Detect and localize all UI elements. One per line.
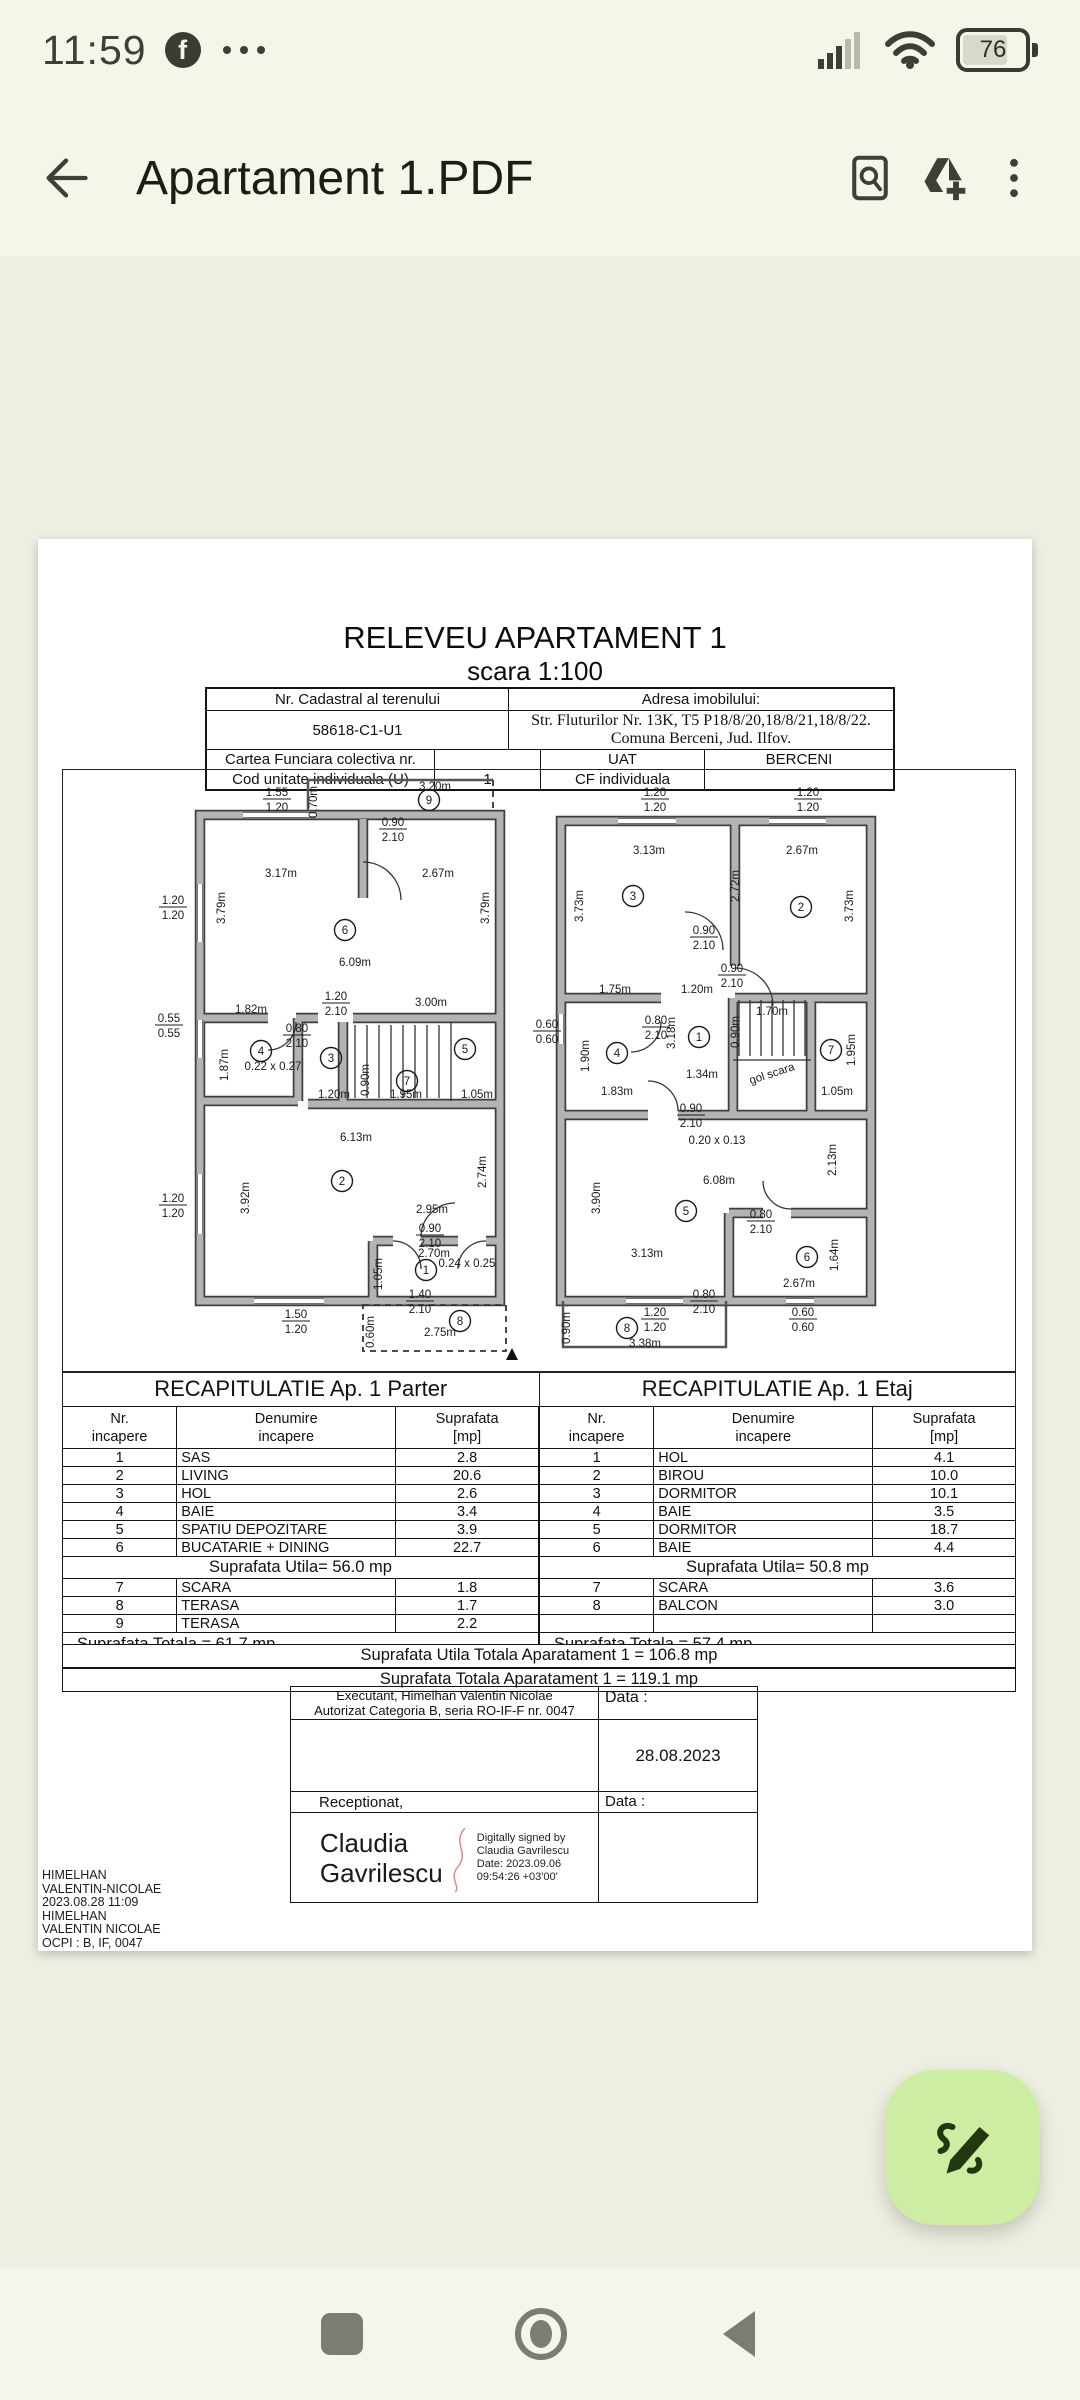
executant-signature-area bbox=[291, 1720, 599, 1791]
table-row: 4 BAIE 3.5 bbox=[540, 1503, 1016, 1521]
svg-text:2.10: 2.10 bbox=[720, 978, 744, 990]
svg-text:3.73m: 3.73m bbox=[844, 890, 856, 922]
cf-colectiva-label: Cartea Funciara colectiva nr. bbox=[225, 751, 416, 768]
svg-text:5: 5 bbox=[461, 1044, 469, 1056]
recents-button[interactable] bbox=[321, 2313, 363, 2355]
svg-text:3.17m: 3.17m bbox=[265, 868, 297, 880]
column-header: Nr. incapere bbox=[540, 1407, 654, 1449]
svg-text:6.08m: 6.08m bbox=[703, 1175, 735, 1187]
back-nav-button[interactable] bbox=[719, 2309, 759, 2359]
table-row: 3 DORMITOR 10.1 bbox=[540, 1485, 1016, 1503]
column-header: Denumire incapere bbox=[177, 1407, 396, 1449]
svg-text:5: 5 bbox=[682, 1206, 690, 1218]
svg-text:0.55: 0.55 bbox=[157, 1028, 181, 1040]
status-bar bbox=[0, 0, 1080, 100]
address-label: Adresa imobilului: bbox=[508, 689, 893, 710]
overflow-menu-button[interactable] bbox=[978, 142, 1050, 214]
parter-walls bbox=[200, 815, 500, 1301]
svg-text:1.20: 1.20 bbox=[161, 910, 185, 922]
svg-text:0.70m: 0.70m bbox=[308, 786, 320, 818]
uat-label: UAT bbox=[540, 750, 704, 769]
signature-pen-icon bbox=[927, 2112, 999, 2184]
svg-text:1.87m: 1.87m bbox=[219, 1049, 231, 1081]
pdf-page bbox=[38, 539, 1032, 1951]
app-bar bbox=[0, 100, 1080, 256]
svg-text:0.60: 0.60 bbox=[791, 1307, 815, 1319]
find-in-page-button[interactable] bbox=[834, 142, 906, 214]
plan-scale: scara 1:100 bbox=[467, 656, 603, 686]
svg-text:6.13m: 6.13m bbox=[340, 1132, 372, 1144]
svg-text:2.10: 2.10 bbox=[679, 1118, 703, 1130]
svg-text:2.10: 2.10 bbox=[418, 1238, 442, 1250]
home-button[interactable] bbox=[513, 2306, 569, 2362]
svg-text:1.20m: 1.20m bbox=[318, 1089, 350, 1101]
svg-text:0.60: 0.60 bbox=[791, 1322, 815, 1334]
svg-text:3.00m: 3.00m bbox=[415, 997, 447, 1009]
svg-text:1: 1 bbox=[695, 1032, 703, 1044]
svg-text:2.72m: 2.72m bbox=[730, 870, 742, 902]
svg-text:9: 9 bbox=[425, 795, 433, 807]
signal-icon bbox=[818, 31, 864, 69]
battery-percent: 76 bbox=[979, 36, 1007, 63]
recap-tables bbox=[62, 1406, 1016, 1656]
svg-text:1.64m: 1.64m bbox=[829, 1239, 841, 1271]
column-header: Suprafata [mp] bbox=[873, 1407, 1016, 1449]
total-utila-row: Suprafata Utila Totala Aparatament 1 = 106.8 mp bbox=[62, 1644, 1016, 1668]
table-row: 6 BAIE 4.4 bbox=[540, 1539, 1016, 1557]
recap-header-row bbox=[63, 1407, 539, 1449]
svg-text:1.20: 1.20 bbox=[643, 787, 667, 799]
margin-stamp-text: HIMELHAN VALENTIN-NICOLAE 2023.08.28 11:09 HIMELHAN VALENTIN NICOLAE OCPI : B, IF, 0047 bbox=[42, 1868, 162, 1950]
svg-text:3: 3 bbox=[629, 891, 637, 903]
table-row: 2 LIVING 20.6 bbox=[63, 1467, 539, 1485]
svg-text:4: 4 bbox=[257, 1046, 265, 1058]
recap-title-etaj: RECAPITULATIE Ap. 1 Etaj bbox=[539, 1373, 1016, 1406]
svg-text:2.95m: 2.95m bbox=[416, 1204, 448, 1216]
data-label-1: Data : bbox=[605, 1689, 648, 1706]
plan-title: RELEVEU APARTAMENT 1 bbox=[343, 620, 727, 655]
svg-text:7: 7 bbox=[403, 1076, 411, 1088]
cod-unitate-value: 1 bbox=[434, 770, 540, 789]
table-row: 1 SAS 2.8 bbox=[63, 1449, 539, 1467]
svg-text:1.75m: 1.75m bbox=[599, 984, 631, 996]
svg-text:2.10: 2.10 bbox=[692, 940, 716, 952]
date-1-cell: 28.08.2023 bbox=[635, 1745, 721, 1765]
svg-text:3.13m: 3.13m bbox=[631, 1248, 663, 1260]
svg-text:3.90m: 3.90m bbox=[591, 1182, 603, 1214]
digital-signature-cell bbox=[291, 1813, 599, 1902]
svg-text:0.90: 0.90 bbox=[720, 963, 744, 975]
cadastral-value: 58618-C1-U1 bbox=[312, 721, 403, 739]
svg-text:0.80: 0.80 bbox=[285, 1023, 309, 1035]
column-header: Suprafata [mp] bbox=[396, 1407, 539, 1449]
svg-text:8: 8 bbox=[456, 1316, 464, 1328]
clock: 11:59 bbox=[42, 26, 147, 73]
svg-text:1.20: 1.20 bbox=[284, 1324, 308, 1336]
svg-text:0.90m: 0.90m bbox=[730, 1016, 742, 1048]
svg-text:1.40: 1.40 bbox=[408, 1289, 432, 1301]
signature-block bbox=[290, 1686, 758, 1903]
svg-text:1.20: 1.20 bbox=[161, 1208, 185, 1220]
svg-text:3.79m: 3.79m bbox=[480, 892, 492, 924]
svg-text:0.55: 0.55 bbox=[157, 1013, 181, 1025]
svg-text:1.50: 1.50 bbox=[284, 1309, 308, 1321]
svg-text:1.20m: 1.20m bbox=[681, 984, 713, 996]
annotate-fab[interactable] bbox=[885, 2070, 1040, 2225]
svg-text:1.20: 1.20 bbox=[643, 802, 667, 814]
svg-text:1.20: 1.20 bbox=[265, 802, 289, 814]
svg-text:0.90: 0.90 bbox=[381, 817, 405, 829]
svg-text:4: 4 bbox=[613, 1048, 621, 1060]
svg-text:1.20: 1.20 bbox=[796, 802, 820, 814]
navigation-bar bbox=[0, 2268, 1080, 2400]
table-row bbox=[540, 1615, 1016, 1633]
svg-text:1.95m: 1.95m bbox=[846, 1034, 858, 1066]
drive-add-icon bbox=[914, 150, 970, 206]
svg-text:0.90: 0.90 bbox=[418, 1223, 442, 1235]
wifi-icon bbox=[884, 30, 936, 70]
svg-text:0.90: 0.90 bbox=[692, 925, 716, 937]
add-to-drive-button[interactable] bbox=[906, 142, 978, 214]
cadastral-label: Nr. Cadastral al terenului bbox=[274, 691, 441, 708]
svg-text:2: 2 bbox=[338, 1176, 346, 1188]
more-vert-icon bbox=[992, 152, 1036, 204]
battery-icon bbox=[956, 28, 1038, 72]
table-row: 7 SCARA 3.6 bbox=[540, 1579, 1016, 1597]
svg-text:2.75m: 2.75m bbox=[424, 1327, 456, 1339]
recap-header-row bbox=[540, 1407, 1016, 1449]
svg-text:3.20m: 3.20m bbox=[419, 781, 451, 793]
svg-text:0.60: 0.60 bbox=[535, 1019, 559, 1031]
svg-text:2.10: 2.10 bbox=[644, 1030, 668, 1042]
svg-text:3.73m: 3.73m bbox=[574, 890, 586, 922]
back-button[interactable] bbox=[30, 142, 102, 214]
north-marker bbox=[506, 1348, 518, 1360]
svg-text:1.20: 1.20 bbox=[643, 1322, 667, 1334]
svg-text:2.10: 2.10 bbox=[749, 1224, 773, 1236]
table-row: 9 TERASA 2.2 bbox=[63, 1615, 539, 1633]
executant-cell: Executant, Himelhan Valentin Nicolae Autorizat Categoria B, seria RO-IF-F nr. 0047 bbox=[291, 1687, 599, 1719]
recap-title-row bbox=[62, 1372, 1016, 1406]
cf-colectiva-value bbox=[434, 750, 540, 769]
svg-text:2.67m: 2.67m bbox=[786, 845, 818, 857]
pdf-viewer[interactable] bbox=[0, 256, 1080, 2268]
svg-text:gol scara: gol scara bbox=[748, 1061, 797, 1088]
svg-text:0.90m: 0.90m bbox=[561, 1312, 573, 1344]
svg-text:1: 1 bbox=[422, 1265, 430, 1277]
svg-text:0.80: 0.80 bbox=[644, 1015, 668, 1027]
cod-unitate-label: Cod unitate individuala (U) bbox=[232, 771, 409, 788]
svg-text:2.10: 2.10 bbox=[692, 1304, 716, 1316]
table-row: 3 HOL 2.6 bbox=[63, 1485, 539, 1503]
utila-row: Suprafata Utila= 56.0 mp bbox=[63, 1557, 539, 1579]
total-totala-row: Suprafata Totala Aparatament 1 = 119.1 mp bbox=[62, 1668, 1016, 1692]
svg-text:1.05m: 1.05m bbox=[821, 1086, 853, 1098]
svg-text:0.90: 0.90 bbox=[679, 1103, 703, 1115]
svg-text:2.67m: 2.67m bbox=[422, 868, 454, 880]
svg-text:1.55: 1.55 bbox=[265, 787, 289, 799]
signer-name: Claudia Gavrilescu bbox=[319, 1827, 443, 1888]
svg-text:1.82m: 1.82m bbox=[235, 1004, 267, 1016]
svg-text:1.20: 1.20 bbox=[324, 991, 348, 1003]
column-header: Denumire incapere bbox=[654, 1407, 873, 1449]
svg-text:2.10: 2.10 bbox=[408, 1304, 432, 1316]
table-row: 8 BALCON 3.0 bbox=[540, 1597, 1016, 1615]
svg-text:1.20: 1.20 bbox=[161, 1193, 185, 1205]
uat-value: BERCENI bbox=[704, 750, 893, 769]
svg-text:2.13m: 2.13m bbox=[827, 1144, 839, 1176]
svg-text:0.24 x 0.25: 0.24 x 0.25 bbox=[438, 1258, 496, 1270]
svg-text:2.70m: 2.70m bbox=[418, 1248, 450, 1260]
svg-text:1.70m: 1.70m bbox=[756, 1006, 788, 1018]
column-header: Nr. incapere bbox=[63, 1407, 177, 1449]
back-arrow-icon bbox=[40, 152, 92, 204]
svg-text:1.83m: 1.83m bbox=[601, 1086, 633, 1098]
svg-text:1.90m: 1.90m bbox=[580, 1040, 592, 1072]
svg-text:1.05m: 1.05m bbox=[461, 1089, 493, 1101]
svg-text:1.20: 1.20 bbox=[643, 1307, 667, 1319]
svg-text:1.34m: 1.34m bbox=[686, 1069, 718, 1081]
table-row: 6 BUCATARIE + DINING 22.7 bbox=[63, 1539, 539, 1557]
more-notifications-icon bbox=[223, 46, 265, 54]
data-label-2: Data : bbox=[605, 1793, 646, 1810]
table-row: 2 BIROU 10.0 bbox=[540, 1467, 1016, 1485]
svg-text:8: 8 bbox=[623, 1323, 631, 1335]
utila-row: Suprafata Utila= 50.8 mp bbox=[540, 1557, 1016, 1579]
svg-text:3.18m: 3.18m bbox=[666, 1017, 678, 1049]
svg-text:2.74m: 2.74m bbox=[477, 1156, 489, 1188]
svg-text:0.80: 0.80 bbox=[692, 1289, 716, 1301]
svg-text:6: 6 bbox=[341, 925, 349, 937]
svg-text:2: 2 bbox=[797, 902, 805, 914]
svg-text:7: 7 bbox=[827, 1045, 835, 1057]
document-title: Apartament 1.PDF bbox=[136, 151, 534, 205]
address-value: Str. Fluturilor Nr. 13K, T5 P18/8/20,18/8/21,18/8/22. Comuna Berceni, Jud. Ilfov. bbox=[508, 711, 893, 749]
svg-text:3: 3 bbox=[327, 1053, 335, 1065]
parter-walls bbox=[200, 815, 500, 1301]
floor-plans bbox=[62, 769, 1016, 1372]
table-row: 7 SCARA 1.8 bbox=[63, 1579, 539, 1597]
table-row: 5 DORMITOR 18.7 bbox=[540, 1521, 1016, 1539]
svg-text:0.60: 0.60 bbox=[535, 1034, 559, 1046]
table-row: 1 HOL 4.1 bbox=[540, 1449, 1016, 1467]
svg-text:2.10: 2.10 bbox=[324, 1006, 348, 1018]
signature-squiggle-icon bbox=[447, 1822, 473, 1894]
table-row: 4 BAIE 3.4 bbox=[63, 1503, 539, 1521]
recap-table-etaj bbox=[539, 1406, 1016, 1656]
svg-text:0.90m: 0.90m bbox=[360, 1064, 372, 1096]
svg-text:0.20 x 0.13: 0.20 x 0.13 bbox=[688, 1135, 746, 1147]
date-2-cell bbox=[599, 1813, 757, 1902]
svg-text:3.92m: 3.92m bbox=[240, 1182, 252, 1214]
receptionat-label: Receptionat, bbox=[291, 1792, 599, 1812]
svg-text:1.20: 1.20 bbox=[161, 895, 185, 907]
svg-text:3.13m: 3.13m bbox=[633, 845, 665, 857]
svg-text:6.09m: 6.09m bbox=[339, 957, 371, 969]
cf-individuala-label: CF individuala bbox=[540, 770, 704, 789]
svg-text:2.67m: 2.67m bbox=[783, 1278, 815, 1290]
floor-plan-drawing bbox=[63, 770, 1014, 1370]
etaj-walls bbox=[561, 821, 871, 1301]
svg-text:1.20: 1.20 bbox=[796, 787, 820, 799]
parter-dimension-labels bbox=[155, 781, 495, 1348]
find-in-page-icon bbox=[843, 151, 897, 205]
svg-text:0.80: 0.80 bbox=[749, 1209, 773, 1221]
svg-text:0.22 x 0.27: 0.22 x 0.27 bbox=[244, 1061, 302, 1073]
digital-signature-text: Digitally signed by Claudia Gavrilescu Date: 2023.09.06 09:54:26 +03'00' bbox=[476, 1831, 570, 1883]
svg-text:1.95m: 1.95m bbox=[390, 1089, 422, 1101]
etaj-walls bbox=[561, 821, 871, 1301]
svg-text:3.79m: 3.79m bbox=[216, 892, 228, 924]
svg-text:0.60m: 0.60m bbox=[365, 1316, 377, 1348]
svg-text:6: 6 bbox=[803, 1252, 811, 1264]
recap-title-parter: RECAPITULATIE Ap. 1 Parter bbox=[154, 1376, 448, 1401]
table-row: 8 TERASA 1.7 bbox=[63, 1597, 539, 1615]
table-row: 5 SPATIU DEPOZITARE 3.9 bbox=[63, 1521, 539, 1539]
svg-text:1.05m: 1.05m bbox=[373, 1258, 385, 1290]
svg-text:2.10: 2.10 bbox=[285, 1038, 309, 1050]
recap-table-parter bbox=[62, 1406, 539, 1656]
facebook-notification-icon: f bbox=[165, 32, 201, 68]
svg-text:2.10: 2.10 bbox=[381, 832, 405, 844]
svg-text:3.38m: 3.38m bbox=[629, 1338, 661, 1350]
